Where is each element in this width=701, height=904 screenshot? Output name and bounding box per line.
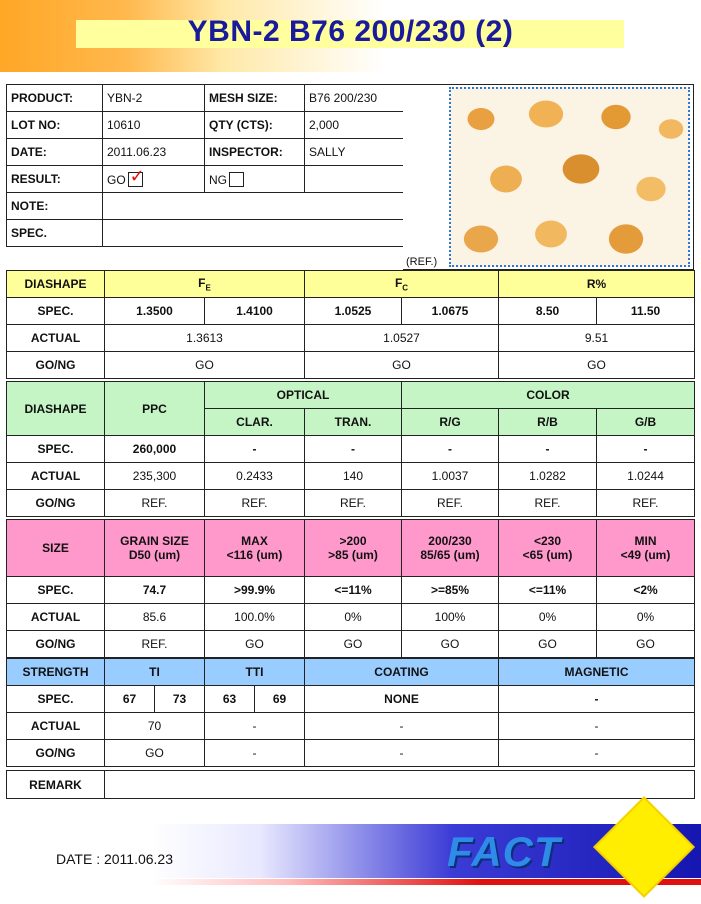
lot-label: LOT NO: bbox=[7, 112, 103, 139]
spec-cell: 1.3500 bbox=[105, 298, 205, 325]
actual-row-label: ACTUAL bbox=[7, 325, 105, 352]
spec-row-label: SPEC. bbox=[7, 436, 105, 463]
gong-cell: - bbox=[499, 740, 695, 767]
actual-cell: 0.2433 bbox=[205, 463, 305, 490]
spec-cell: - bbox=[499, 686, 695, 713]
gb-head: G/B bbox=[597, 409, 695, 436]
spec-cell: - bbox=[597, 436, 695, 463]
spec-cell: 1.0525 bbox=[305, 298, 402, 325]
gong-cell: - bbox=[205, 740, 305, 767]
spec-cell: <2% bbox=[597, 577, 695, 604]
rg-head: R/G bbox=[402, 409, 499, 436]
size-col-head: 200/230 85/65 (um) bbox=[402, 520, 499, 577]
clar-head: CLAR. bbox=[205, 409, 305, 436]
actual-row-label: ACTUAL bbox=[7, 604, 105, 631]
actual-row-label: ACTUAL bbox=[7, 463, 105, 490]
inspector-value: SALLY bbox=[305, 139, 404, 166]
mesh-label: MESH SIZE: bbox=[205, 85, 305, 112]
actual-cell: 0% bbox=[305, 604, 402, 631]
magnetic-head: MAGNETIC bbox=[499, 659, 695, 686]
actual-cell: 1.3613 bbox=[105, 325, 305, 352]
go-label: GO bbox=[107, 172, 126, 187]
gong-cell: REF. bbox=[305, 490, 402, 517]
actual-cell: 140 bbox=[305, 463, 402, 490]
actual-cell: 100.0% bbox=[205, 604, 305, 631]
spec-cell: - bbox=[499, 436, 597, 463]
actual-cell: 1.0037 bbox=[402, 463, 499, 490]
note-value bbox=[103, 193, 404, 220]
ti-head: TI bbox=[105, 659, 205, 686]
fc-head: $F_C$ bbox=[305, 271, 499, 298]
diashape2-head: DIASHAPE bbox=[7, 382, 105, 436]
size-col-head: GRAIN SIZE D50 (um) bbox=[105, 520, 205, 577]
actual-cell: 0% bbox=[499, 604, 597, 631]
size-col-head: <230 <65 (um) bbox=[499, 520, 597, 577]
spec-cell: 63 bbox=[205, 686, 255, 713]
optical-head: OPTICAL bbox=[205, 382, 402, 409]
diamond-grain-photo bbox=[449, 87, 690, 267]
spec-cell: 67 bbox=[105, 686, 155, 713]
spec-cell: >99.9% bbox=[205, 577, 305, 604]
result-label: RESULT: bbox=[7, 166, 103, 193]
size-col-head: MAX <116 (um) bbox=[205, 520, 305, 577]
ppc-head: PPC bbox=[105, 382, 205, 436]
actual-cell: 1.0527 bbox=[305, 325, 499, 352]
spec-cell: - bbox=[305, 436, 402, 463]
gong-cell: GO bbox=[305, 352, 499, 379]
size-col-head: >200 >85 (um) bbox=[305, 520, 402, 577]
gong-cell: GO bbox=[105, 740, 205, 767]
spec-row-label: SPEC. bbox=[7, 686, 105, 713]
checkmark-icon: ✓ bbox=[129, 165, 145, 186]
gong-cell: GO bbox=[402, 631, 499, 658]
gong-cell: - bbox=[305, 740, 499, 767]
gong-cell: GO bbox=[105, 352, 305, 379]
gong-cell: REF. bbox=[105, 631, 205, 658]
fact-logo: FACT bbox=[447, 828, 561, 875]
actual-cell: 235,300 bbox=[105, 463, 205, 490]
tran-head: TRAN. bbox=[305, 409, 402, 436]
result-empty bbox=[305, 166, 404, 193]
spec-cell: 74.7 bbox=[105, 577, 205, 604]
r-head: R% bbox=[499, 271, 695, 298]
gong-cell: GO bbox=[305, 631, 402, 658]
size-head: SIZE bbox=[7, 520, 105, 577]
ng-checkbox[interactable] bbox=[229, 172, 244, 187]
remark-label: REMARK bbox=[7, 771, 105, 799]
strength-table bbox=[6, 658, 695, 767]
remark-table bbox=[6, 770, 695, 799]
spec-cell: <=11% bbox=[499, 577, 597, 604]
actual-cell: 0% bbox=[597, 604, 695, 631]
spec-cell: - bbox=[402, 436, 499, 463]
actual-cell: 9.51 bbox=[499, 325, 695, 352]
color-head: COLOR bbox=[402, 382, 695, 409]
gong-cell: REF. bbox=[205, 490, 305, 517]
spec-cell: - bbox=[205, 436, 305, 463]
mesh-value: B76 200/230 bbox=[305, 85, 404, 112]
gong-row-label: GO/NG bbox=[7, 631, 105, 658]
spec-cell: 11.50 bbox=[597, 298, 695, 325]
gong-row-label: GO/NG bbox=[7, 490, 105, 517]
spec-label: SPEC. bbox=[7, 220, 103, 247]
spec-cell: 8.50 bbox=[499, 298, 597, 325]
actual-cell: 1.0282 bbox=[499, 463, 597, 490]
actual-cell: 70 bbox=[105, 713, 205, 740]
spec-cell: NONE bbox=[305, 686, 499, 713]
gong-cell: REF. bbox=[402, 490, 499, 517]
diashape-table-2 bbox=[6, 381, 695, 517]
product-value: YBN-2 bbox=[103, 85, 205, 112]
gong-cell: REF. bbox=[105, 490, 205, 517]
info-table bbox=[6, 84, 404, 247]
spec-cell: 1.0675 bbox=[402, 298, 499, 325]
diashape-table-1 bbox=[6, 270, 695, 379]
remark-value bbox=[105, 771, 695, 799]
tti-head: TTI bbox=[205, 659, 305, 686]
note-label: NOTE: bbox=[7, 193, 103, 220]
coating-head: COATING bbox=[305, 659, 499, 686]
actual-cell: 85.6 bbox=[105, 604, 205, 631]
footer-date: DATE : 2011.06.23 bbox=[56, 851, 173, 867]
spec-cell: 260,000 bbox=[105, 436, 205, 463]
spec-cell: 1.4100 bbox=[205, 298, 305, 325]
gong-cell: GO bbox=[499, 352, 695, 379]
spec-value bbox=[103, 220, 404, 247]
gong-cell: GO bbox=[205, 631, 305, 658]
lot-value: 10610 bbox=[103, 112, 205, 139]
spec-cell: <=11% bbox=[305, 577, 402, 604]
spec-row-label: SPEC. bbox=[7, 298, 105, 325]
result-ng bbox=[205, 166, 305, 193]
gong-cell: REF. bbox=[597, 490, 695, 517]
size-col-head: MIN <49 (um) bbox=[597, 520, 695, 577]
date-value: 2011.06.23 bbox=[103, 139, 205, 166]
diashape-head: DIASHAPE bbox=[7, 271, 105, 298]
fe-head: $F_E$ bbox=[105, 271, 305, 298]
inspector-label: INSPECTOR: bbox=[205, 139, 305, 166]
strength-head: STRENGTH bbox=[7, 659, 105, 686]
reference-photo-cell bbox=[403, 84, 694, 270]
actual-row-label: ACTUAL bbox=[7, 713, 105, 740]
photo-ref-label: (REF.) bbox=[406, 256, 438, 268]
product-label: PRODUCT: bbox=[7, 85, 103, 112]
spec-cell: 73 bbox=[155, 686, 205, 713]
actual-cell: - bbox=[205, 713, 305, 740]
qty-label: QTY (CTS): bbox=[205, 112, 305, 139]
rb-head: R/B bbox=[499, 409, 597, 436]
spec-row-label: SPEC. bbox=[7, 577, 105, 604]
actual-cell: - bbox=[499, 713, 695, 740]
actual-cell: 1.0244 bbox=[597, 463, 695, 490]
gong-row-label: GO/NG bbox=[7, 740, 105, 767]
gong-cell: REF. bbox=[499, 490, 597, 517]
footer-red-line bbox=[150, 879, 701, 885]
size-table bbox=[6, 519, 695, 658]
spec-cell: >=85% bbox=[402, 577, 499, 604]
actual-cell: 100% bbox=[402, 604, 499, 631]
gong-cell: GO bbox=[499, 631, 597, 658]
result-go bbox=[103, 166, 205, 193]
actual-cell: - bbox=[305, 713, 499, 740]
qty-value: 2,000 bbox=[305, 112, 404, 139]
date-label: DATE: bbox=[7, 139, 103, 166]
go-checkbox[interactable] bbox=[128, 165, 145, 187]
page-title: YBN-2 B76 200/230 (2) bbox=[187, 15, 514, 48]
ng-label: NG bbox=[209, 172, 227, 187]
spec-cell: 69 bbox=[255, 686, 305, 713]
gong-row-label: GO/NG bbox=[7, 352, 105, 379]
gong-cell: GO bbox=[597, 631, 695, 658]
